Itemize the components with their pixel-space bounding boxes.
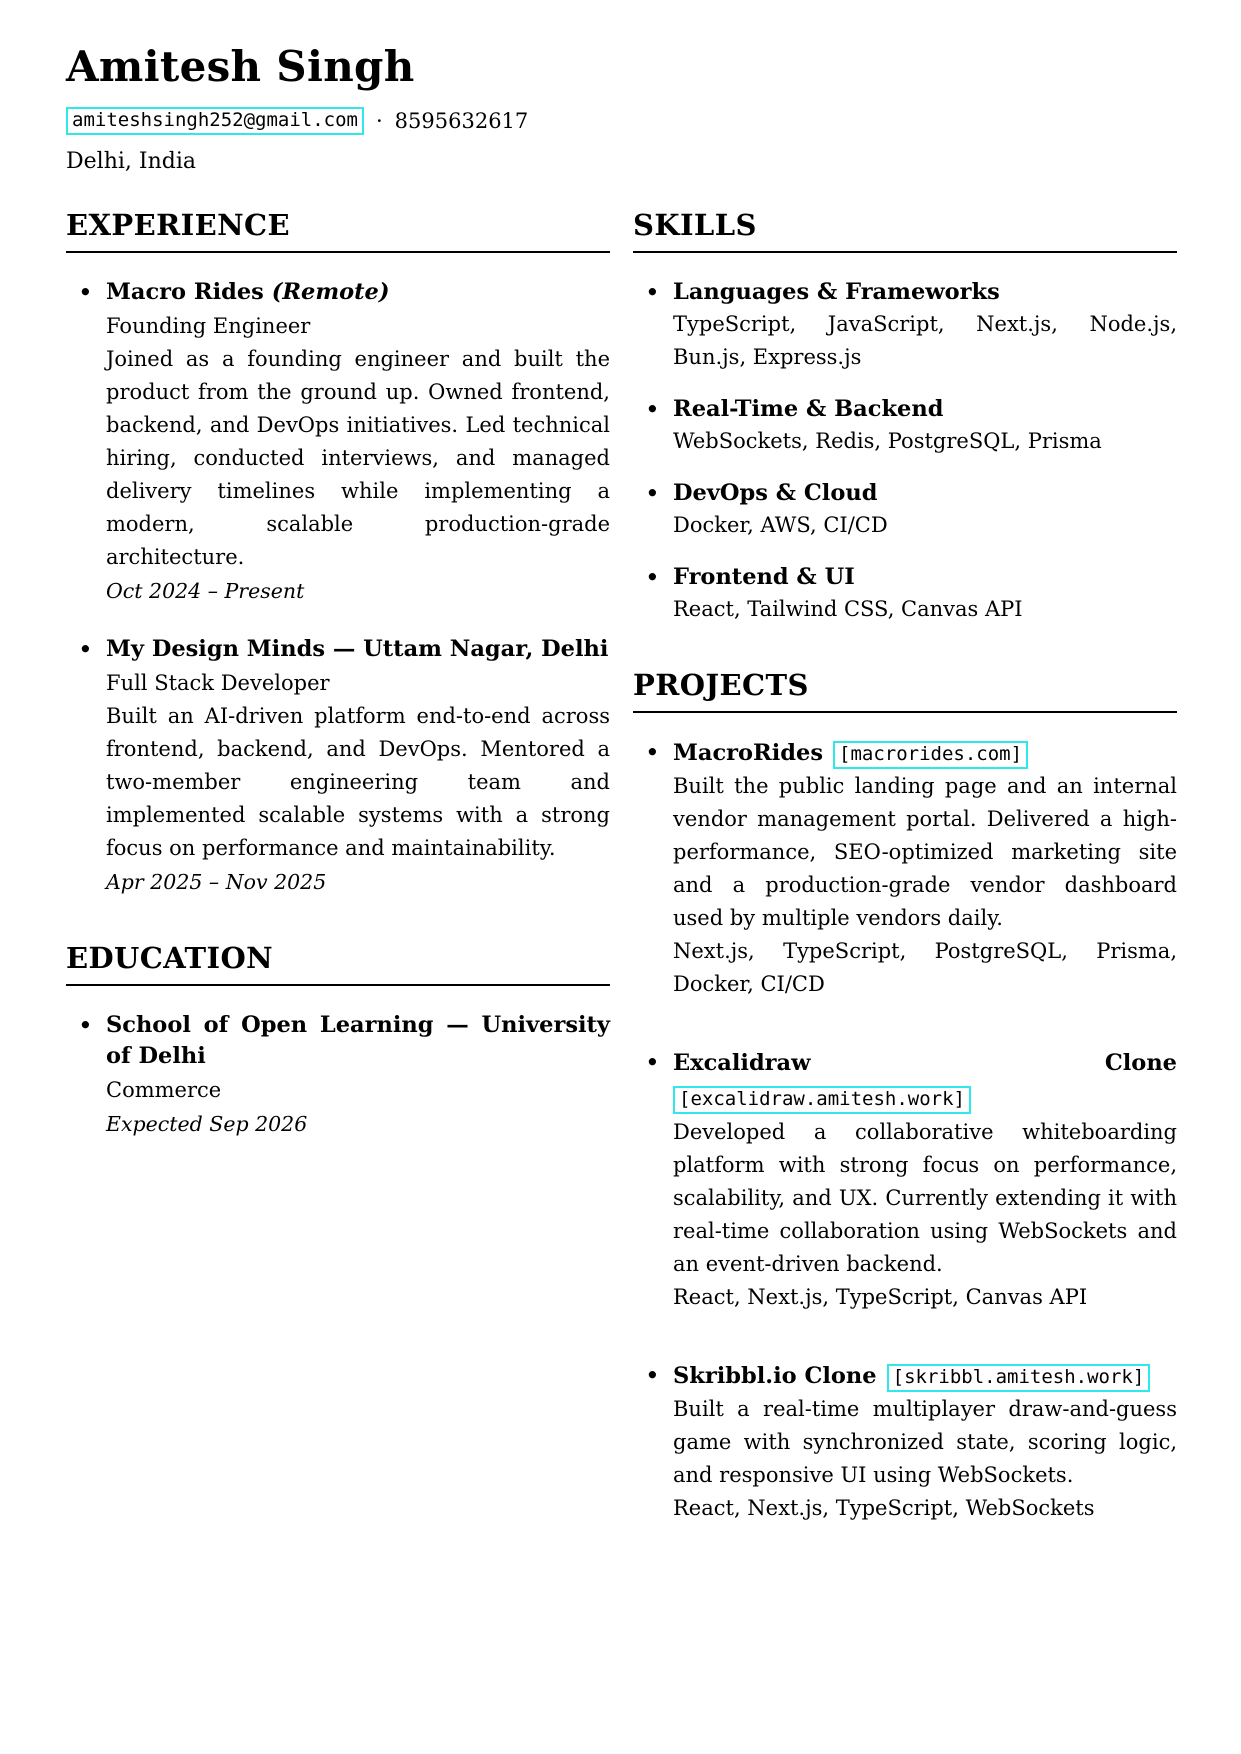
project-description: Built the public landing page and an internal vendor management portal. Delivered a high-performance, SEO-optimized marketing site and a production-grade vendor dashboard used by multiple vendors daily.	[673, 774, 1177, 930]
project-description: Developed a collaborative whiteboarding platform with strong focus on performance, scalability, and UX. Currently extending it with real-time collaboration using WebSockets and an event-driven backend.	[673, 1120, 1177, 1276]
company-note: (Remote)	[271, 279, 390, 305]
skill-category: • Languages & Frameworks	[673, 279, 1000, 305]
skill-item	[633, 562, 1177, 626]
project-name: MacroRides	[673, 740, 824, 766]
job-dates: Oct 2024 – Present	[106, 579, 305, 603]
skill-details: TypeScript, JavaScript, Next.js, Node.js, Bun.js, Express.js	[673, 312, 1177, 369]
experience-list	[66, 277, 610, 899]
skill-category: • DevOps & Cloud	[673, 480, 878, 506]
experience-heading: EXPERIENCE	[66, 208, 610, 253]
location: Delhi, India	[66, 148, 196, 174]
job-description: Built an AI-driven platform end-to-end across frontend, backend, and DevOps. Mentored a two-member engineering team and implemented scalable systems with a strong focus on performance and maintainability.	[106, 704, 610, 860]
experience-item-title	[106, 634, 610, 665]
email-link[interactable]: amiteshsingh252@gmail.com	[66, 107, 364, 135]
projects-section	[633, 668, 1177, 1525]
skill-item	[633, 277, 1177, 374]
right-column	[633, 208, 1177, 1571]
school-name: • School of Open Learning — University of Delhi	[106, 1012, 610, 1069]
experience-section	[66, 208, 610, 899]
project-name: Skribbl.io Clone	[673, 1363, 877, 1389]
experience-item	[66, 277, 610, 608]
experience-item-title	[106, 277, 610, 308]
skills-list	[633, 277, 1177, 626]
phone-number: 8595632617	[394, 108, 529, 133]
skill-details: WebSockets, Redis, PostgreSQL, Prisma	[673, 429, 1102, 453]
job-dates: Apr 2025 – Nov 2025	[106, 870, 327, 894]
education-item	[66, 1010, 610, 1141]
resume-header	[66, 42, 1176, 174]
skill-item	[633, 394, 1177, 458]
projects-list	[633, 737, 1177, 1525]
project-title-line	[673, 737, 1177, 770]
project-stack: React, Next.js, TypeScript, Canvas API	[673, 1285, 1088, 1309]
projects-heading: PROJECTS	[633, 668, 1177, 713]
project-item	[633, 737, 1177, 1001]
education-heading: EDUCATION	[66, 941, 610, 986]
education-dates: Expected Sep 2026	[106, 1112, 308, 1136]
experience-item	[66, 634, 610, 899]
job-role: Full Stack Developer	[106, 671, 330, 695]
contact-line	[66, 107, 1176, 135]
company-name: Macro Rides	[106, 279, 264, 305]
skills-heading: SKILLS	[633, 208, 1177, 253]
left-column	[66, 208, 610, 1183]
contact-separator: ·	[375, 108, 383, 133]
project-link-line	[673, 1080, 1177, 1116]
field-of-study: Commerce	[106, 1078, 222, 1102]
skill-category: • Frontend & UI	[673, 564, 855, 590]
skill-category: • Real-Time & Backend	[673, 396, 944, 422]
skill-details: React, Tailwind CSS, Canvas API	[673, 597, 1023, 621]
project-item	[633, 1047, 1177, 1314]
project-stack: Next.js, TypeScript, PostgreSQL, Prisma, Docker, CI/CD	[673, 939, 1177, 996]
education-list	[66, 1010, 610, 1141]
company-name: My Design Minds — Uttam Nagar, Delhi	[106, 636, 609, 662]
project-link[interactable]: [skribbl.amitesh.work]	[887, 1364, 1151, 1392]
project-item	[633, 1360, 1177, 1525]
job-description: Joined as a founding engineer and built the product from the ground up. Owned frontend, backend, and DevOps initiatives. Led technical hiring, conducted interviews, and managed delivery timelines while implementing a modern, scalable production-grade architecture.	[106, 347, 610, 569]
project-name: • Excalidraw Clone	[673, 1050, 1177, 1076]
education-section	[66, 941, 610, 1141]
skill-details: Docker, AWS, CI/CD	[673, 513, 888, 537]
project-link[interactable]: [macrorides.com]	[833, 741, 1028, 769]
skill-item	[633, 478, 1177, 542]
project-description: Built a real-time multiplayer draw-and-guess game with synchronized state, scoring logic, and responsive UI using WebSockets.	[673, 1397, 1177, 1487]
project-stack: React, Next.js, TypeScript, WebSockets	[673, 1496, 1095, 1520]
project-title-line	[673, 1360, 1177, 1393]
skills-section	[633, 208, 1177, 626]
job-role: Founding Engineer	[106, 314, 311, 338]
person-name: Amitesh Singh	[66, 42, 415, 91]
project-link[interactable]: [excalidraw.amitesh.work]	[673, 1086, 971, 1114]
